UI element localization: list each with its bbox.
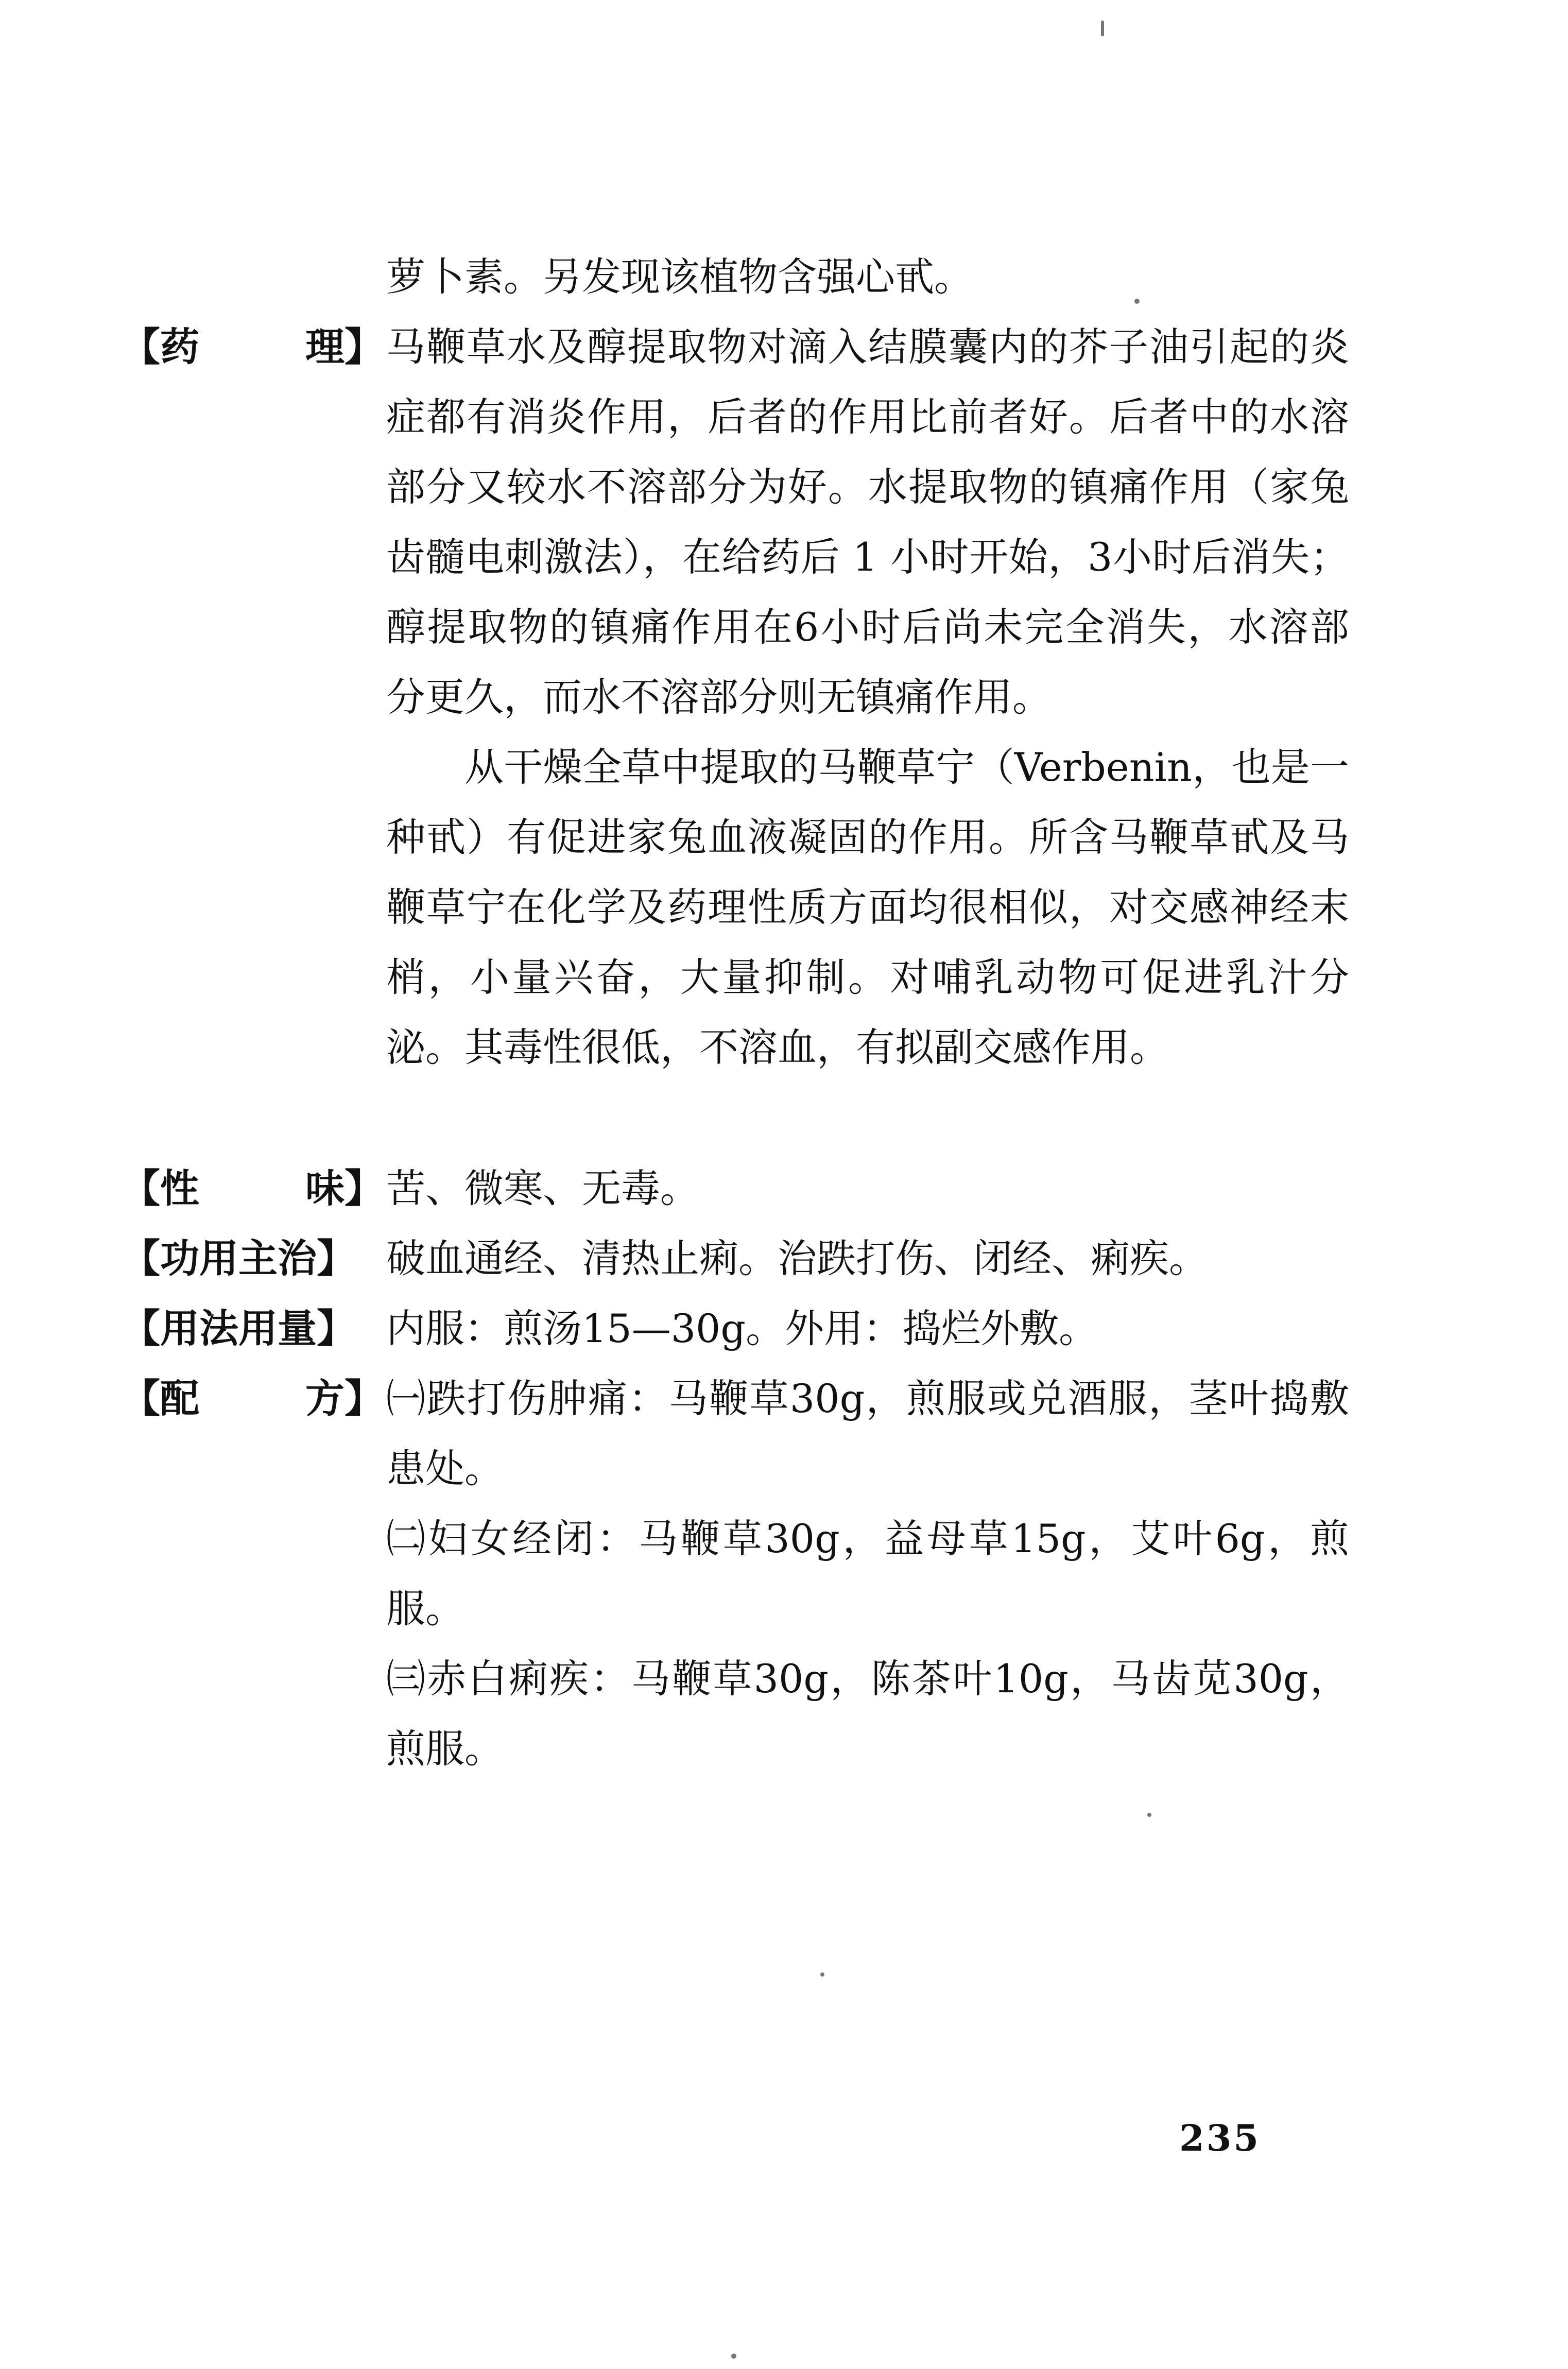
- page-number: 235: [1179, 2117, 1261, 2159]
- section-body-nature-flavor: [386, 1154, 1349, 1224]
- section-label-indications: 【功用主治】: [121, 1235, 356, 1281]
- prescription-item: ㈡妇女经闭：马鞭草30g，益母草15g，艾叶6g，煎服。: [386, 1516, 1349, 1632]
- section-body-prescriptions: [386, 1364, 1349, 1784]
- section-body-indications: [386, 1224, 1349, 1294]
- paragraph: 马鞭草水及醇提取物对滴入结膜囊内的芥子油引起的炎症都有消炎作用，后者的作用比前者好。后者中的水溶部分又较水不溶部分为好。水提取物的镇痛作用（家兔齿髓电刺激法），在给药后 1 小时开始，3小时后消失；醇提取物的镇痛作用在6小时后尚未完全消失，水溶部分更久，而水不溶部分则无镇痛作用。: [386, 324, 1349, 720]
- paragraph: 苦、微寒、无毒。: [386, 1165, 699, 1211]
- scan-speck: [1134, 299, 1140, 304]
- scan-speck: [731, 2354, 736, 2359]
- section-label-pharmacology: 【药 理】: [121, 324, 384, 370]
- prescription-item: ㈠跌打伤肿痛：马鞭草30g，煎服或兑酒服，茎叶捣敷患处。: [386, 1376, 1349, 1491]
- prescription-item: ㈢赤白痢疾：马鞭草30g，陈茶叶10g，马齿苋30g，煎服。: [386, 1656, 1349, 1772]
- section-body-dosage: [386, 1294, 1349, 1364]
- section-label-dosage: 【用法用量】: [121, 1306, 356, 1351]
- section-label-prescriptions: 【配 方】: [121, 1376, 384, 1421]
- scan-speck: [1101, 21, 1104, 36]
- scan-speck: [1147, 1813, 1151, 1817]
- section-body-pharmacology: [386, 312, 1349, 1083]
- paragraph: 从干燥全草中提取的马鞭草宁（Verbenin，也是一种甙）有促进家兔血液凝固的作用。所含马鞭草甙及马鞭草宁在化学及药理性质方面均很相似，对交感神经末梢，小量兴奋，大量抑制。对哺乳动物可促进乳汁分泌。其毒性很低，不溶血，有拟副交感作用。: [386, 744, 1349, 1070]
- section-label-nature-flavor: 【性 味】: [121, 1165, 384, 1211]
- paragraph: 破血通经、清热止痢。治跌打伤、闭经、痢疾。: [386, 1235, 1208, 1281]
- scan-speck: [820, 1972, 824, 1977]
- intro-line: 萝卜素。另发现该植物含强心甙。: [386, 254, 973, 300]
- paragraph: 内服：煎汤15—30g。外用：捣烂外敷。: [386, 1306, 1098, 1351]
